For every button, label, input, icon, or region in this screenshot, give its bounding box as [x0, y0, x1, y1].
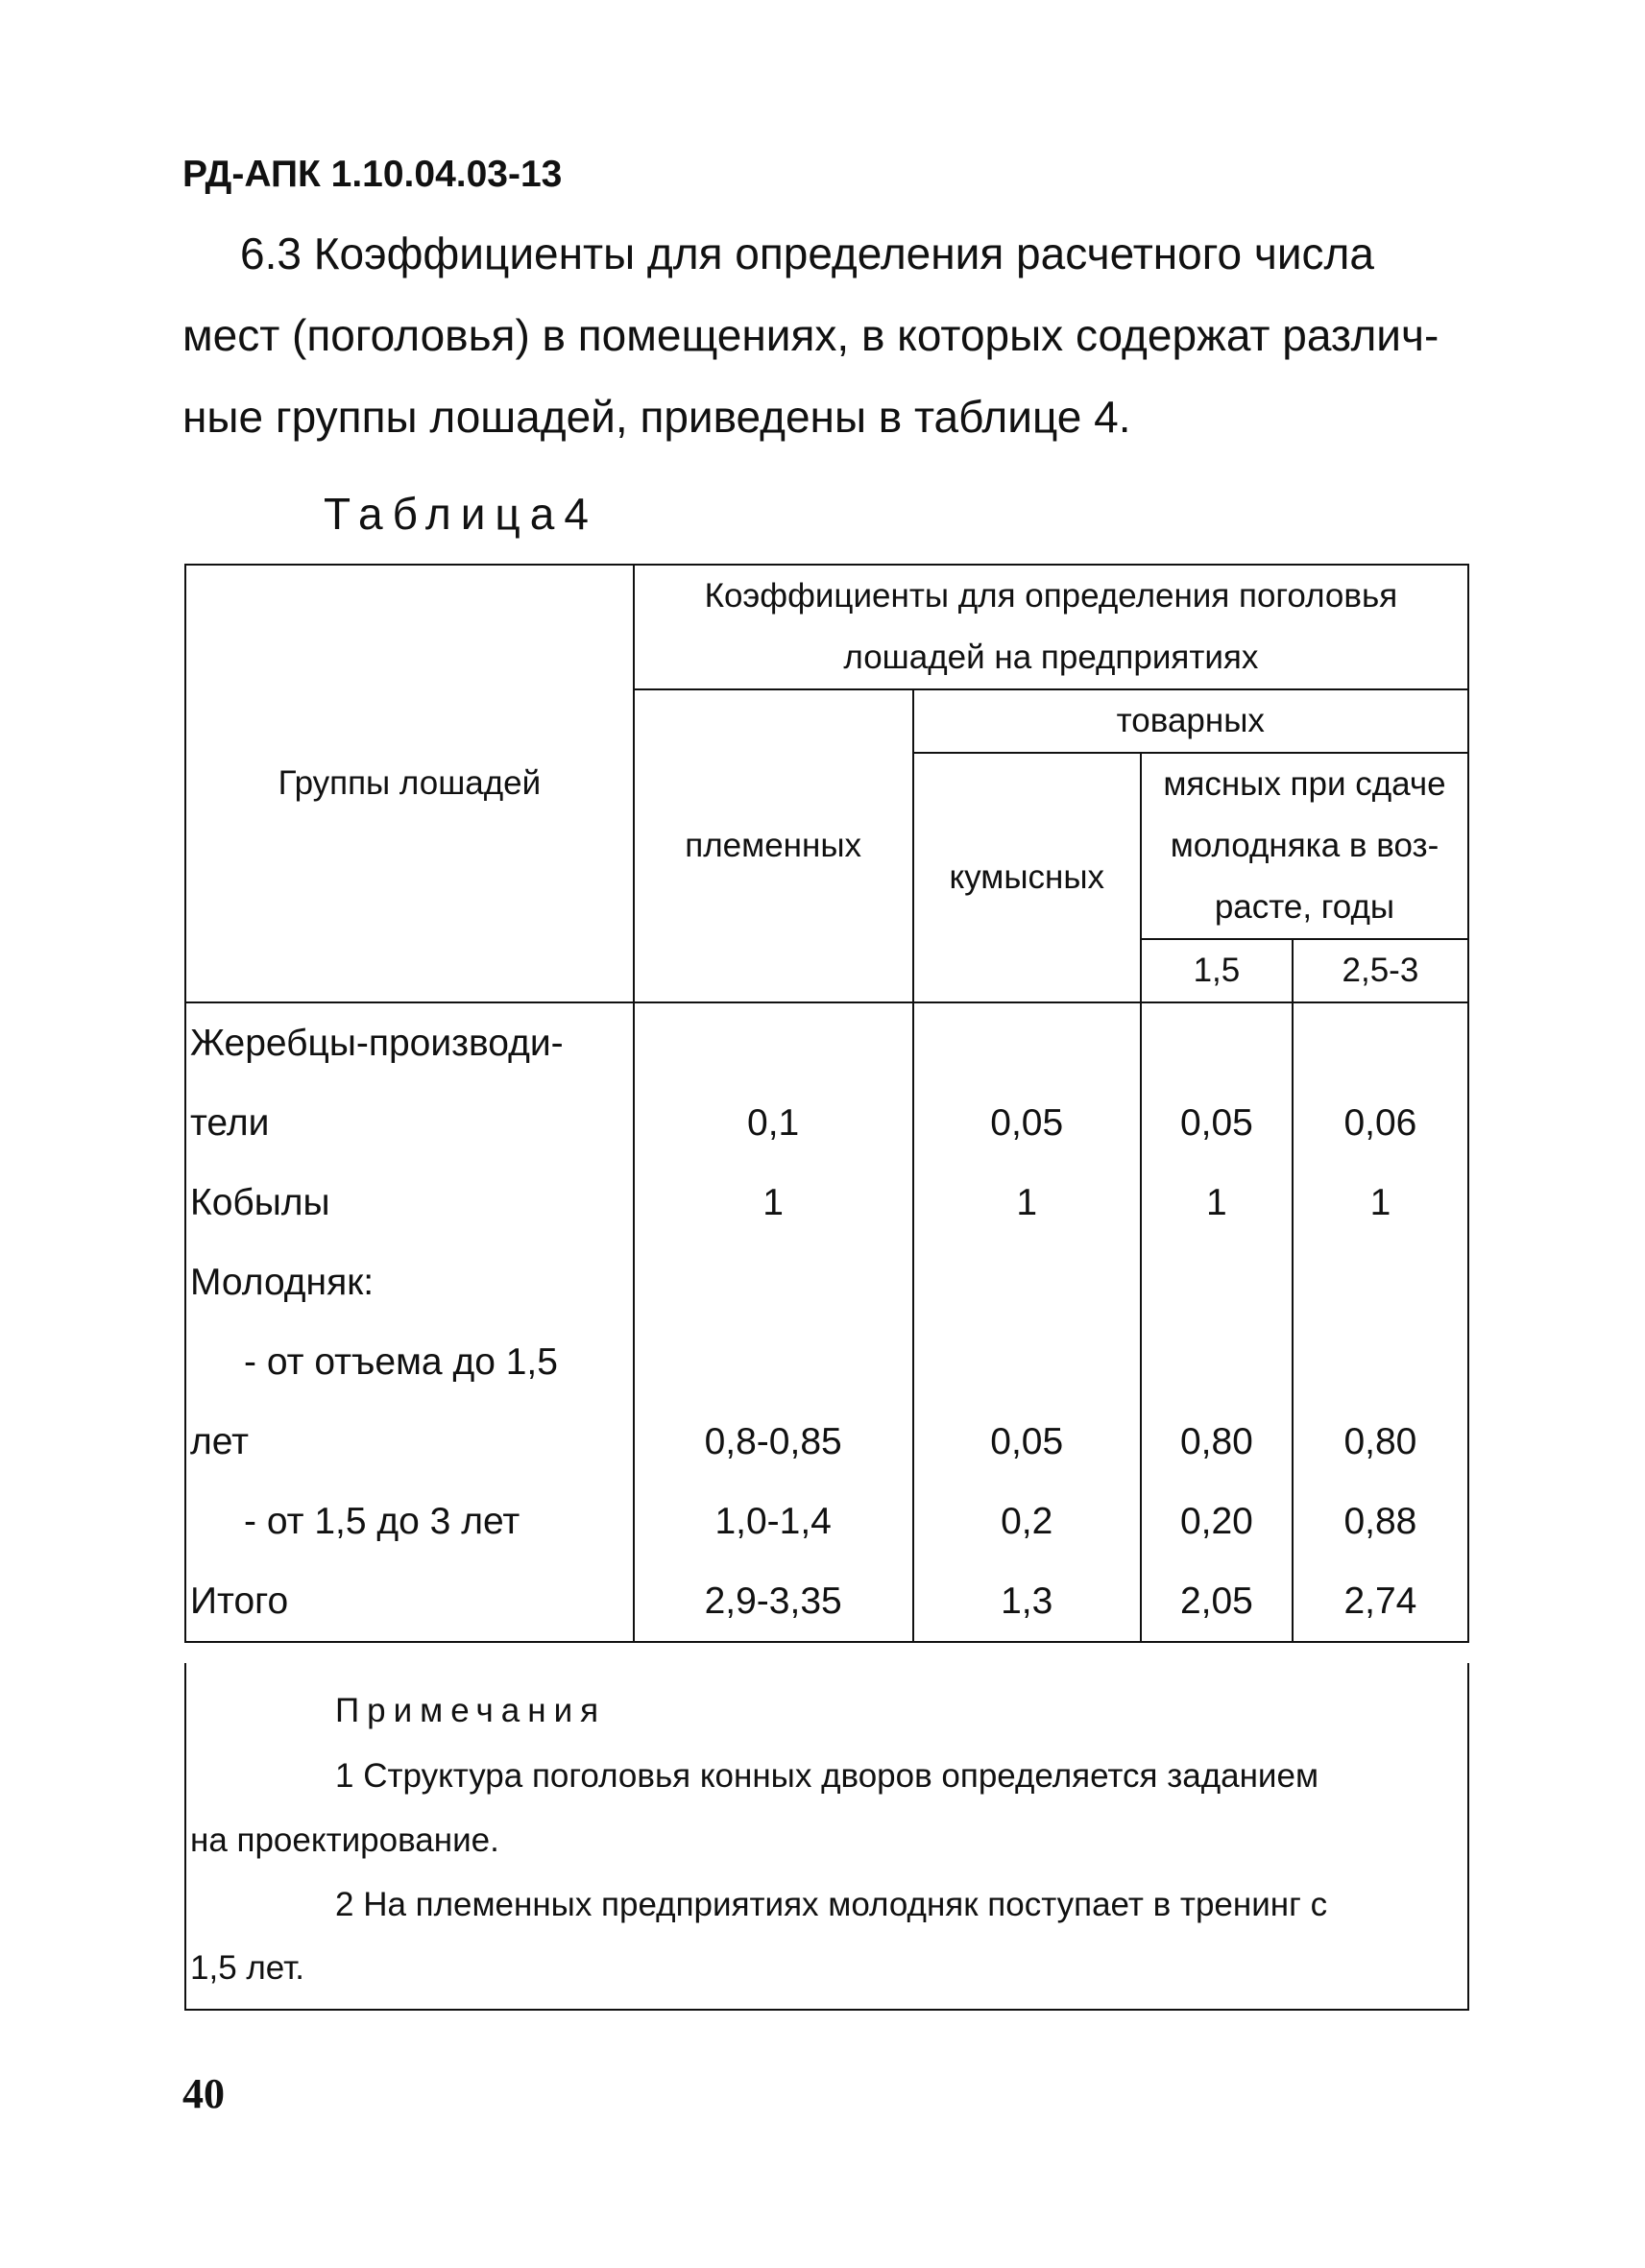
row-label: тели — [185, 1083, 634, 1163]
note-2-line-1: 2 На племенных предприятиях молодняк поступает в тренинг с — [335, 1886, 1328, 1923]
page-number: 40 — [182, 2070, 225, 2117]
cell-meat-1-5: 1 — [1141, 1163, 1293, 1243]
intro-line-3: ные группы лошадей, приведены в таблице 4. — [182, 392, 1131, 442]
row-label: лет — [185, 1402, 634, 1482]
cell-breeding: 2,9-3,35 — [634, 1561, 913, 1642]
cell-meat-2-5-3: 2,74 — [1293, 1561, 1468, 1642]
cell-meat-2-5-3: 0,06 — [1293, 1083, 1468, 1163]
note-1-line-1: 1 Структура поголовья конных дворов определяется заданием — [335, 1757, 1319, 1795]
table-row — [185, 1482, 1468, 1561]
cell-meat-1-5: 0,20 — [1141, 1482, 1293, 1561]
row-label: Итого — [185, 1561, 634, 1642]
header-coefficients: Коэффициенты для определения поголовья лошадей на предприятиях — [634, 565, 1468, 689]
table-row — [185, 1002, 1468, 1083]
row-label: Жеребцы-производи- — [185, 1002, 634, 1083]
header-age-1-5: 1,5 — [1141, 939, 1293, 1002]
cell-kumys — [913, 1002, 1141, 1083]
cell-kumys: 1 — [913, 1163, 1141, 1243]
table-row — [185, 1083, 1468, 1163]
cell-meat-2-5-3: 1 — [1293, 1163, 1468, 1243]
row-label: - от 1,5 до 3 лет — [185, 1482, 634, 1561]
cell-kumys: 0,05 — [913, 1402, 1141, 1482]
cell-breeding: 1 — [634, 1163, 913, 1243]
cell-meat-2-5-3: 0,88 — [1293, 1482, 1468, 1561]
document-code: РД-АПК 1.10.04.03-13 — [182, 154, 563, 195]
cell-kumys: 0,2 — [913, 1482, 1141, 1561]
table-row — [185, 1402, 1468, 1482]
notes-title: Примечания — [335, 1692, 607, 1729]
cell-meat-2-5-3 — [1293, 1322, 1468, 1402]
note-2-line-2: 1,5 лет. — [190, 1949, 304, 1987]
header-age-2-5-3: 2,5-3 — [1293, 939, 1468, 1002]
coefficients-table — [184, 564, 1469, 1643]
table-caption: Таблица4 — [324, 489, 598, 539]
note-1-line-2: на проектирование. — [190, 1822, 499, 1859]
cell-kumys — [913, 1243, 1141, 1322]
cell-breeding — [634, 1243, 913, 1322]
cell-breeding — [634, 1002, 913, 1083]
table-row — [185, 1561, 1468, 1642]
cell-breeding: 0,1 — [634, 1083, 913, 1163]
cell-meat-2-5-3 — [1293, 1243, 1468, 1322]
table-row — [185, 1322, 1468, 1402]
cell-breeding: 1,0-1,4 — [634, 1482, 913, 1561]
cell-meat-1-5 — [1141, 1322, 1293, 1402]
header-commercial: товарных — [913, 689, 1468, 753]
header-groups: Группы лошадей — [185, 565, 634, 1002]
intro-line-1: 6.3 Коэффициенты для определения расчетного числа — [240, 229, 1374, 278]
cell-meat-1-5: 0,80 — [1141, 1402, 1293, 1482]
header-meat: мясных при сдаче молодняка в воз-расте, годы — [1141, 753, 1468, 939]
cell-meat-1-5: 0,05 — [1141, 1083, 1293, 1163]
cell-meat-2-5-3 — [1293, 1002, 1468, 1083]
table-row — [185, 1243, 1468, 1322]
row-label: - от отъема до 1,5 — [185, 1322, 634, 1402]
cell-meat-2-5-3: 0,80 — [1293, 1402, 1468, 1482]
intro-paragraph — [182, 213, 1469, 458]
row-label: Молодняк: — [185, 1243, 634, 1322]
table-row — [185, 1163, 1468, 1243]
cell-kumys: 1,3 — [913, 1561, 1141, 1642]
cell-meat-1-5: 2,05 — [1141, 1561, 1293, 1642]
intro-line-2: мест (поголовья) в помещениях, в которых содержат различ- — [182, 310, 1439, 360]
table-notes — [184, 1663, 1469, 2011]
cell-meat-1-5 — [1141, 1243, 1293, 1322]
cell-meat-1-5 — [1141, 1002, 1293, 1083]
cell-breeding: 0,8-0,85 — [634, 1402, 913, 1482]
row-label: Кобылы — [185, 1163, 634, 1243]
cell-kumys — [913, 1322, 1141, 1402]
header-kumys: кумысных — [913, 753, 1141, 1002]
cell-kumys: 0,05 — [913, 1083, 1141, 1163]
header-breeding: племенных — [634, 689, 913, 1002]
cell-breeding — [634, 1322, 913, 1402]
